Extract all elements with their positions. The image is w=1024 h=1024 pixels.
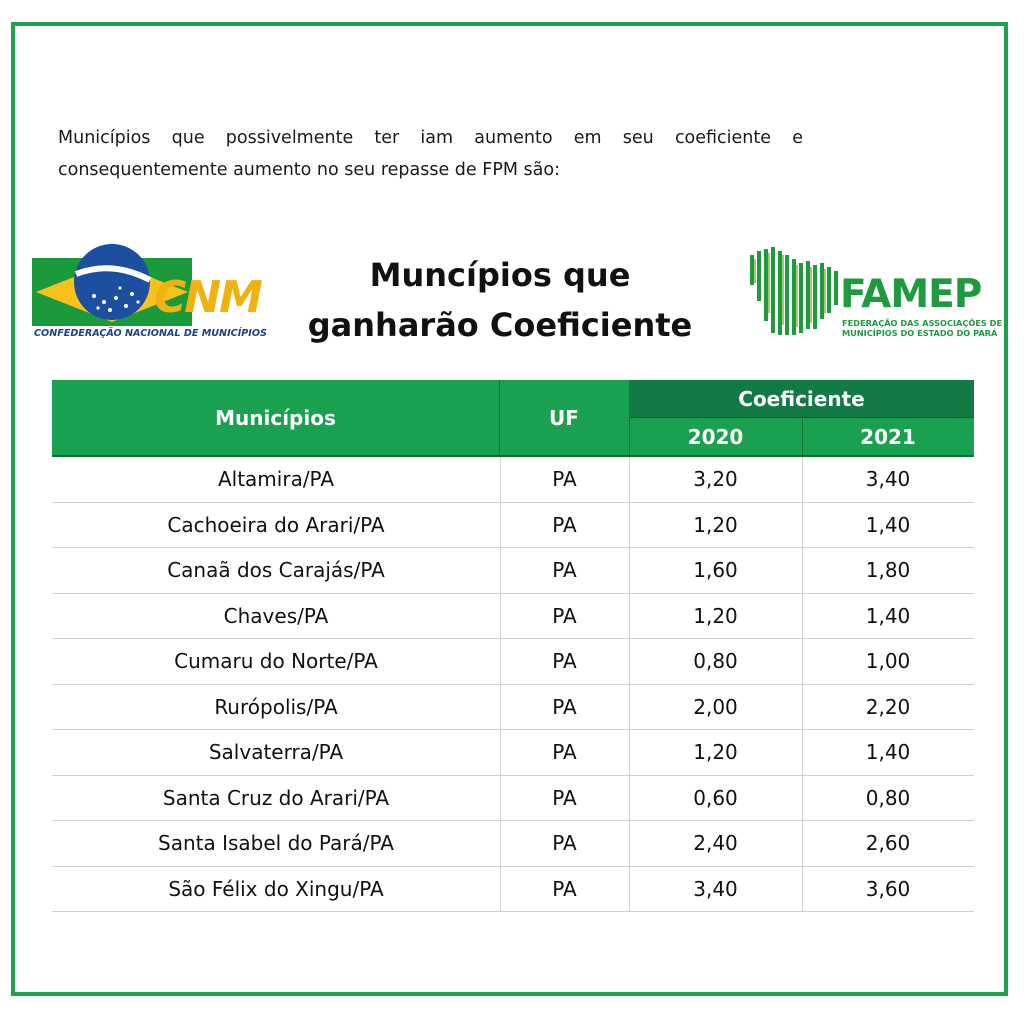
- municipio-cell: Altamira/PA: [52, 457, 501, 502]
- coef-2020-cell: 1,60: [629, 548, 803, 593]
- table-row: [52, 776, 974, 822]
- municipio-cell: Chaves/PA: [52, 594, 501, 639]
- para-map-icon: [750, 245, 850, 345]
- coef-2021-cell: 1,40: [865, 512, 911, 537]
- table-row: [52, 594, 974, 640]
- uf-cell: PA: [500, 776, 630, 821]
- uf-cell: PA: [500, 639, 630, 684]
- coef-2020-cell: 1,20: [629, 730, 803, 775]
- intro-line-1: Municípios que possivelmente ter iam aumento em seu coeficiente e: [58, 128, 803, 148]
- table-header: [52, 380, 974, 457]
- cnm-wordmark: CNM: [154, 272, 261, 323]
- table-row: [52, 867, 974, 913]
- famep-subtitle-line-2: MUNICÍPIOS DO ESTADO DO PARÁ: [842, 328, 998, 338]
- municipio-cell: Cumaru do Norte/PA: [52, 639, 501, 684]
- municipio-cell: Salvaterra/PA: [52, 730, 501, 775]
- famep-subtitle: [842, 318, 1002, 338]
- famep-logo: [750, 245, 1003, 345]
- coef-2021-cell: 1,00: [865, 649, 911, 674]
- municipio-cell: Canaã dos Carajás/PA: [52, 548, 501, 593]
- uf-cell: PA: [500, 594, 630, 639]
- famep-subtitle-line-1: FEDERAÇÃO DAS ASSOCIAÇÕES DE: [842, 318, 1003, 328]
- uf-cell: PA: [500, 821, 630, 866]
- uf-cell: PA: [500, 685, 630, 730]
- cnm-logo: [32, 240, 267, 345]
- coef-2020-cell: 1,20: [629, 503, 803, 548]
- municipio-cell: Cachoeira do Arari/PA: [52, 503, 501, 548]
- coef-2021-cell: 2,20: [865, 694, 911, 719]
- municipio-cell: São Félix do Xingu/PA: [52, 867, 501, 912]
- header-uf: UF: [499, 380, 630, 455]
- coef-2020-cell: 2,40: [629, 821, 803, 866]
- coef-2021-cell: 3,40: [865, 467, 911, 492]
- coef-2020-cell: 0,60: [629, 776, 803, 821]
- page-title: [300, 250, 700, 350]
- intro-line-2: consequentemente aumento no seu repasse de FPM são:: [58, 160, 560, 180]
- municipio-cell: Rurópolis/PA: [52, 685, 501, 730]
- uf-cell: PA: [500, 503, 630, 548]
- municipio-cell: Santa Cruz do Arari/PA: [52, 776, 501, 821]
- intro-paragraph: [58, 122, 803, 186]
- cnm-subtitle: CONFEDERAÇÃO NACIONAL DE MUNICÍPIOS: [34, 328, 267, 339]
- header-year-2020: 2020: [629, 418, 803, 455]
- coef-2020-cell: 1,20: [629, 594, 803, 639]
- header-coeficiente: Coeficiente: [629, 380, 974, 418]
- title-line-1: Muncípios que: [369, 256, 631, 294]
- header-year-2021: 2021: [860, 424, 916, 449]
- title-line-2: ganharão Coeficiente: [307, 306, 693, 344]
- table-body: [52, 457, 974, 912]
- table-row: [52, 639, 974, 685]
- uf-cell: PA: [500, 730, 630, 775]
- famep-wordmark: FAMEP: [840, 272, 982, 317]
- table-row: [52, 685, 974, 731]
- coef-2020-cell: 3,40: [629, 867, 803, 912]
- coef-2020-cell: 2,00: [629, 685, 803, 730]
- coefficient-table: [52, 380, 974, 912]
- uf-cell: PA: [500, 548, 630, 593]
- municipio-cell: Santa Isabel do Pará/PA: [52, 821, 501, 866]
- table-row: [52, 457, 974, 503]
- table-row: [52, 548, 974, 594]
- coef-2021-cell: 3,60: [865, 876, 911, 901]
- header-municipios: Municípios: [52, 380, 500, 455]
- uf-cell: PA: [500, 867, 630, 912]
- table-row: [52, 821, 974, 867]
- coef-2021-cell: 1,40: [865, 740, 911, 765]
- coef-2021-cell: 0,80: [865, 785, 911, 810]
- coef-2021-cell: 1,80: [865, 558, 911, 583]
- coef-2021-cell: 1,40: [865, 603, 911, 628]
- table-row: [52, 503, 974, 549]
- table-row: [52, 730, 974, 776]
- coef-2020-cell: 3,20: [629, 457, 803, 502]
- coef-2020-cell: 0,80: [629, 639, 803, 684]
- uf-cell: PA: [500, 457, 630, 502]
- coef-2021-cell: 2,60: [865, 831, 911, 856]
